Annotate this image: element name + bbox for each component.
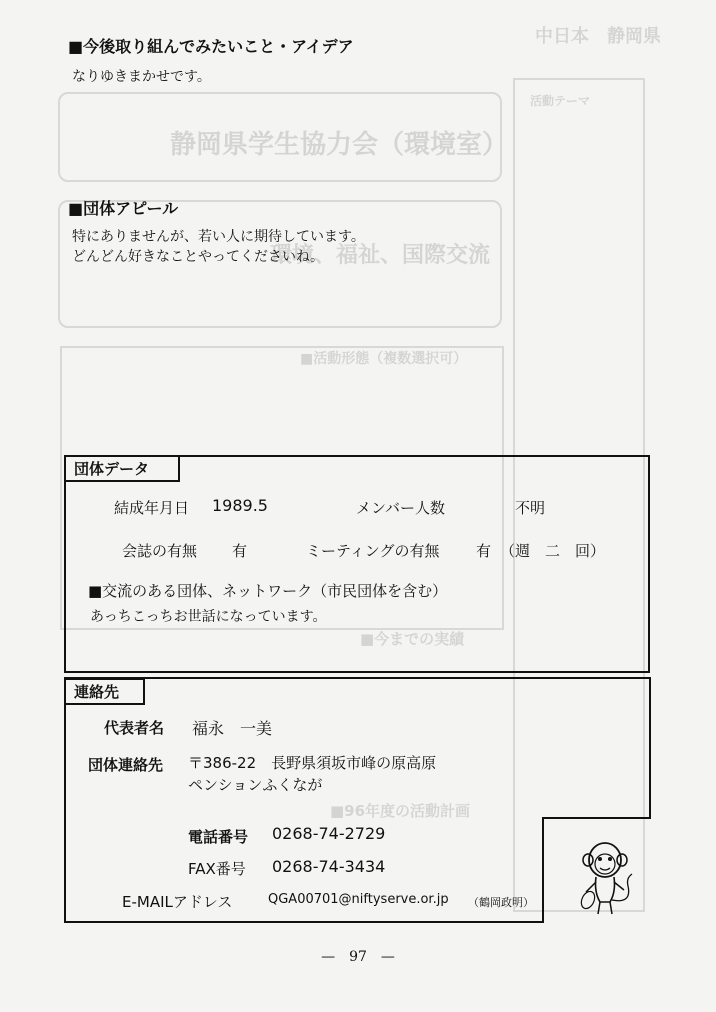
page-number: — 97 —: [321, 949, 395, 965]
fax-value: 0268-74-3434: [272, 857, 386, 876]
group-data-tab: 団体データ: [64, 455, 180, 482]
founded-value: 1989.5: [212, 496, 268, 515]
email-note: （鶴岡政明）: [468, 896, 534, 909]
founded-label: 結成年月日: [114, 499, 190, 517]
contact-tab: 連絡先: [64, 678, 145, 705]
bulletin-label: 会誌の有無: [122, 542, 198, 560]
ghost-side-title: 活動テーマ: [530, 94, 591, 108]
ghost-goal: 環境、福祉、国際交流: [270, 243, 491, 268]
monkey-mascot-icon: [572, 830, 642, 920]
members-value: 不明: [515, 499, 546, 517]
phone-value: 0268-74-2729: [272, 824, 386, 843]
address-line-1: 〒386-22 長野県須坂市峰の原高原: [188, 754, 437, 772]
ghost-masthead: 中日本 静岡県: [535, 26, 661, 47]
members-label: メンバー人数: [356, 499, 445, 517]
representative-value: 福永 一美: [192, 719, 273, 738]
phone-label: 電話番号: [188, 828, 249, 846]
future-plans-text: なりゆきまかせです。: [72, 69, 211, 85]
meeting-value: 有: [476, 542, 492, 560]
network-heading: ■交流のある団体、ネットワーク（市民団体を含む）: [88, 582, 448, 600]
address-label: 団体連絡先: [88, 756, 164, 774]
meeting-label: ミーティングの有無: [306, 542, 440, 560]
ghost-title: 静岡県学生協力会（環境室）: [170, 130, 509, 160]
ghost-activity-heading: ■活動形態（複数選択可）: [300, 351, 468, 367]
appeal-line-2: どんどん好きなことやってくださいね。: [72, 249, 324, 265]
email-label: E-MAILアドレス: [122, 893, 233, 911]
fax-label: FAX番号: [188, 860, 246, 878]
representative-label: 代表者名: [104, 719, 165, 737]
email-value: QGA00701@niftyserve.or.jp: [268, 892, 449, 907]
network-text: あっちこっちお世話になっています。: [90, 609, 327, 625]
address-line-2: ペンションふくなが: [188, 776, 323, 794]
future-plans-heading: ■今後取り組んでみたいこと・アイデア: [68, 37, 354, 56]
ghost-history: ■今までの実績: [360, 630, 465, 648]
ghost-plan: ■96年度の活動計画: [330, 802, 471, 820]
bulletin-value: 有: [232, 542, 248, 560]
appeal-line-1: 特にありませんが、若い人に期待しています。: [72, 229, 365, 245]
appeal-heading: ■団体アピール: [68, 199, 179, 218]
meeting-frequency: （週 二 回）: [500, 542, 606, 560]
